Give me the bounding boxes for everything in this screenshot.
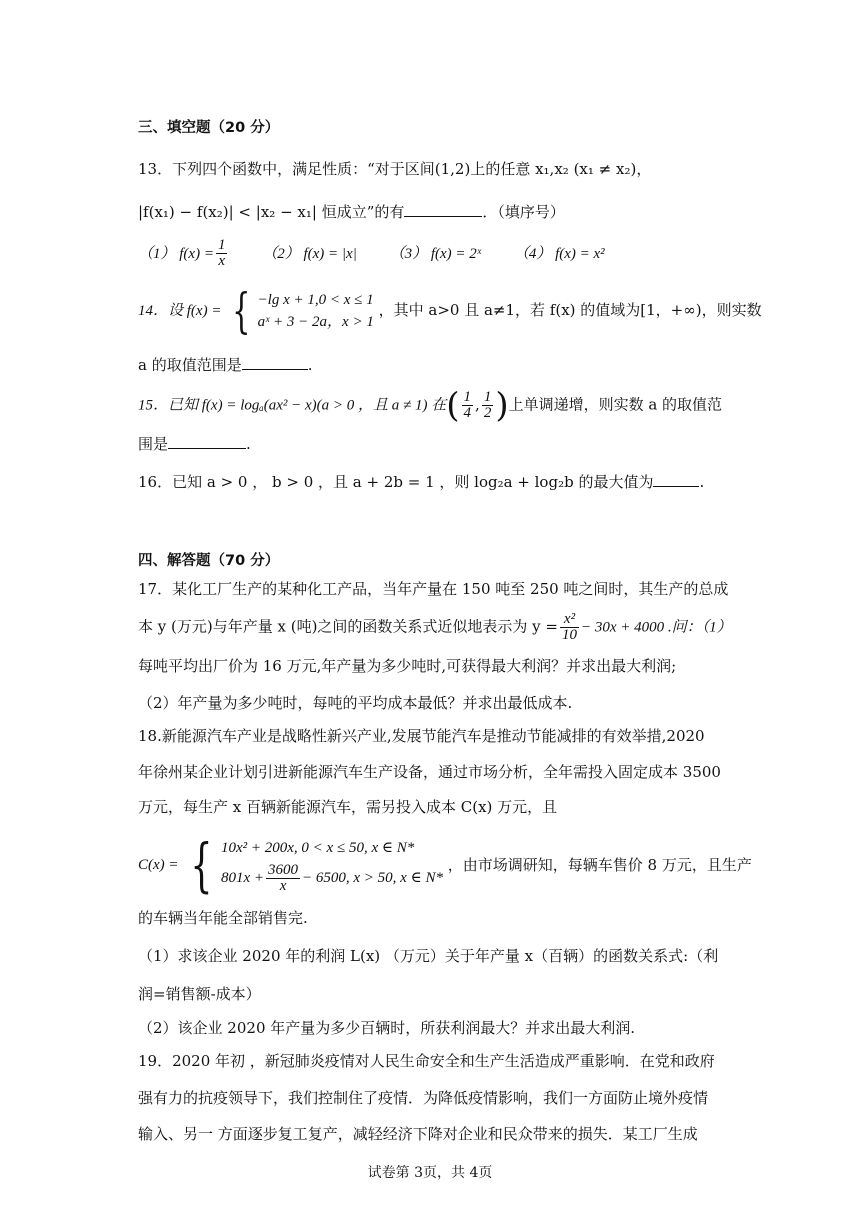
- q13-line1: 13．下列四个函数中，满足性质：“对于区间(1,2)上的任意 x₁,x₂ (x₁ ≠ x₂)，: [138, 160, 652, 178]
- q13-line2: [138, 201, 565, 223]
- piecewise-cases: −lg x + 1,0 < x ≤ 1 aˣ + 3 − 2a，x > 1: [257, 292, 374, 330]
- fraction: $\frac{1}{x}$: [217, 237, 226, 269]
- q14-condition: ，其中 a>0 且 a≠1，若 f(x) 的值域为[1，+∞)，则实数: [378, 301, 762, 319]
- left-brace: {: [232, 283, 251, 339]
- q15-line2: 围是 .: [138, 435, 251, 453]
- section-heading-solutions: 四、解答题（70 分）: [138, 553, 280, 569]
- section-heading-fill-blank: 三、填空题（20 分）: [138, 120, 280, 136]
- q18-line8: （2）该企业 2020 年产量为多少百辆时，所获利润最大？并求出最大利润.: [138, 1019, 636, 1037]
- q19-line2: 强有力的抗疫领导下，我们控制住了疫情．为降低疫情影响，我们一方面防止境外疫情: [138, 1089, 709, 1107]
- fraction: $\frac{3600}{x}$: [268, 861, 299, 894]
- fraction: $\frac{\text{x²}}{10}$: [562, 611, 577, 643]
- answer-blank: [404, 202, 482, 217]
- q18-line2: 年徐州某企业计划引进新能源汽车生产设备，通过市场分析，全年需投入固定成本 3500: [138, 763, 721, 781]
- q16-line: 16．已知 a > 0 ， b > 0 ，且 a + 2b = 1 ，则 log₂a + log₂b 的最大值为 .: [138, 473, 705, 491]
- q18-line5: 的车辆当年能全部销售完.: [138, 909, 308, 927]
- q13-options: [138, 238, 605, 269]
- answer-blank: [168, 434, 246, 449]
- q13-condition: |f(x₁) − f(x₂)| < |x₂ − x₁| 恒成立”的有: [138, 203, 405, 221]
- q13-option-2: （2） f(x) = |x|: [262, 245, 357, 262]
- q13-instruction: ．（填序号）: [482, 203, 565, 221]
- q14-function-name: 14．设 f(x) =: [138, 303, 222, 319]
- q18-line3: 万元，每生产 x 百辆新能源汽车，需另投入成本 C(x) 万元，且: [138, 798, 558, 816]
- answer-blank: [653, 472, 699, 487]
- q15-line1: 15．已知 f(x) = logₐ(ax² − x)(a > 0 ，且 a ≠ 1) 在( $\frac{1}{4}$ , $\frac{1}{2}$ )上单调递增，则实数 a 的取值范: [138, 385, 723, 426]
- piecewise-cases: 10x² + 200x, 0 < x ≤ 50, x ∈ N* 801x + $\frac{3600}{x}$ − 6500, x > 50, x ∈ N*: [221, 839, 443, 894]
- q17-line1: 17．某化工厂生产的某种化工产品，当年产量在 150 吨至 250 吨之间时，其生产的总成: [138, 580, 729, 598]
- q18-line7: 润=销售额-成本）: [138, 985, 261, 1003]
- q13-option-1: （1） f(x) = $\frac{1}{x}$: [138, 237, 226, 269]
- q14-line1: [138, 283, 762, 339]
- q18-line1: 18.新能源汽车产业是战略性新兴产业,发展节能汽车是推动节能减排的有效举措,2020: [138, 727, 705, 745]
- fraction: $\frac{1}{2}$: [483, 389, 492, 421]
- q18-cost-function: C(x) = { 10x² + 200x, 0 < x ≤ 50, x ∈ N* 801x + $\frac{3600}{x}$ − 6500, x > 50, x ∈ N* ，由市场调研知，每辆车售价 8 万元，且生产: [138, 831, 752, 899]
- answer-blank: [242, 355, 308, 370]
- q13-option-3: （3） f(x) = 2ˣ: [389, 245, 482, 262]
- q17-line4: （2）年产量为多少吨时，每吨的平均成本最低？并求出最低成本.: [138, 694, 573, 712]
- q19-line3: 输入、另一 方面逐步复工复产，减轻经济下降对企业和民众带来的损失．某工厂生成: [138, 1125, 698, 1143]
- q19-line1: 19．2020 年初 ，新冠肺炎疫情对人民生命安全和生产生活造成严重影响．在党和政府: [138, 1052, 715, 1070]
- q17-line3: 每吨平均出厂价为 16 万元,年产量为多少吨时,可获得最大利润？并求出最大利润;: [138, 657, 677, 675]
- left-brace: {: [190, 831, 213, 899]
- q14-line2: a 的取值范围是 .: [138, 356, 313, 374]
- q17-line2: 本 y (万元)与年产量 x (吨)之间的函数关系式近似地表示为 y = $\frac{\text{x²}}{10}$ − 30x + 4000 .问：（1）: [138, 611, 732, 643]
- fraction: $\frac{1}{4}$: [463, 389, 472, 421]
- page-footer: 试卷第 3页，共 4页: [367, 1165, 493, 1181]
- q13-option-4: （4） f(x) = x²: [513, 245, 605, 262]
- q18-line6: （1）求该企业 2020 年的利润 L(x) （万元）关于年产量 x（百辆）的函数关系式:（利: [138, 947, 719, 965]
